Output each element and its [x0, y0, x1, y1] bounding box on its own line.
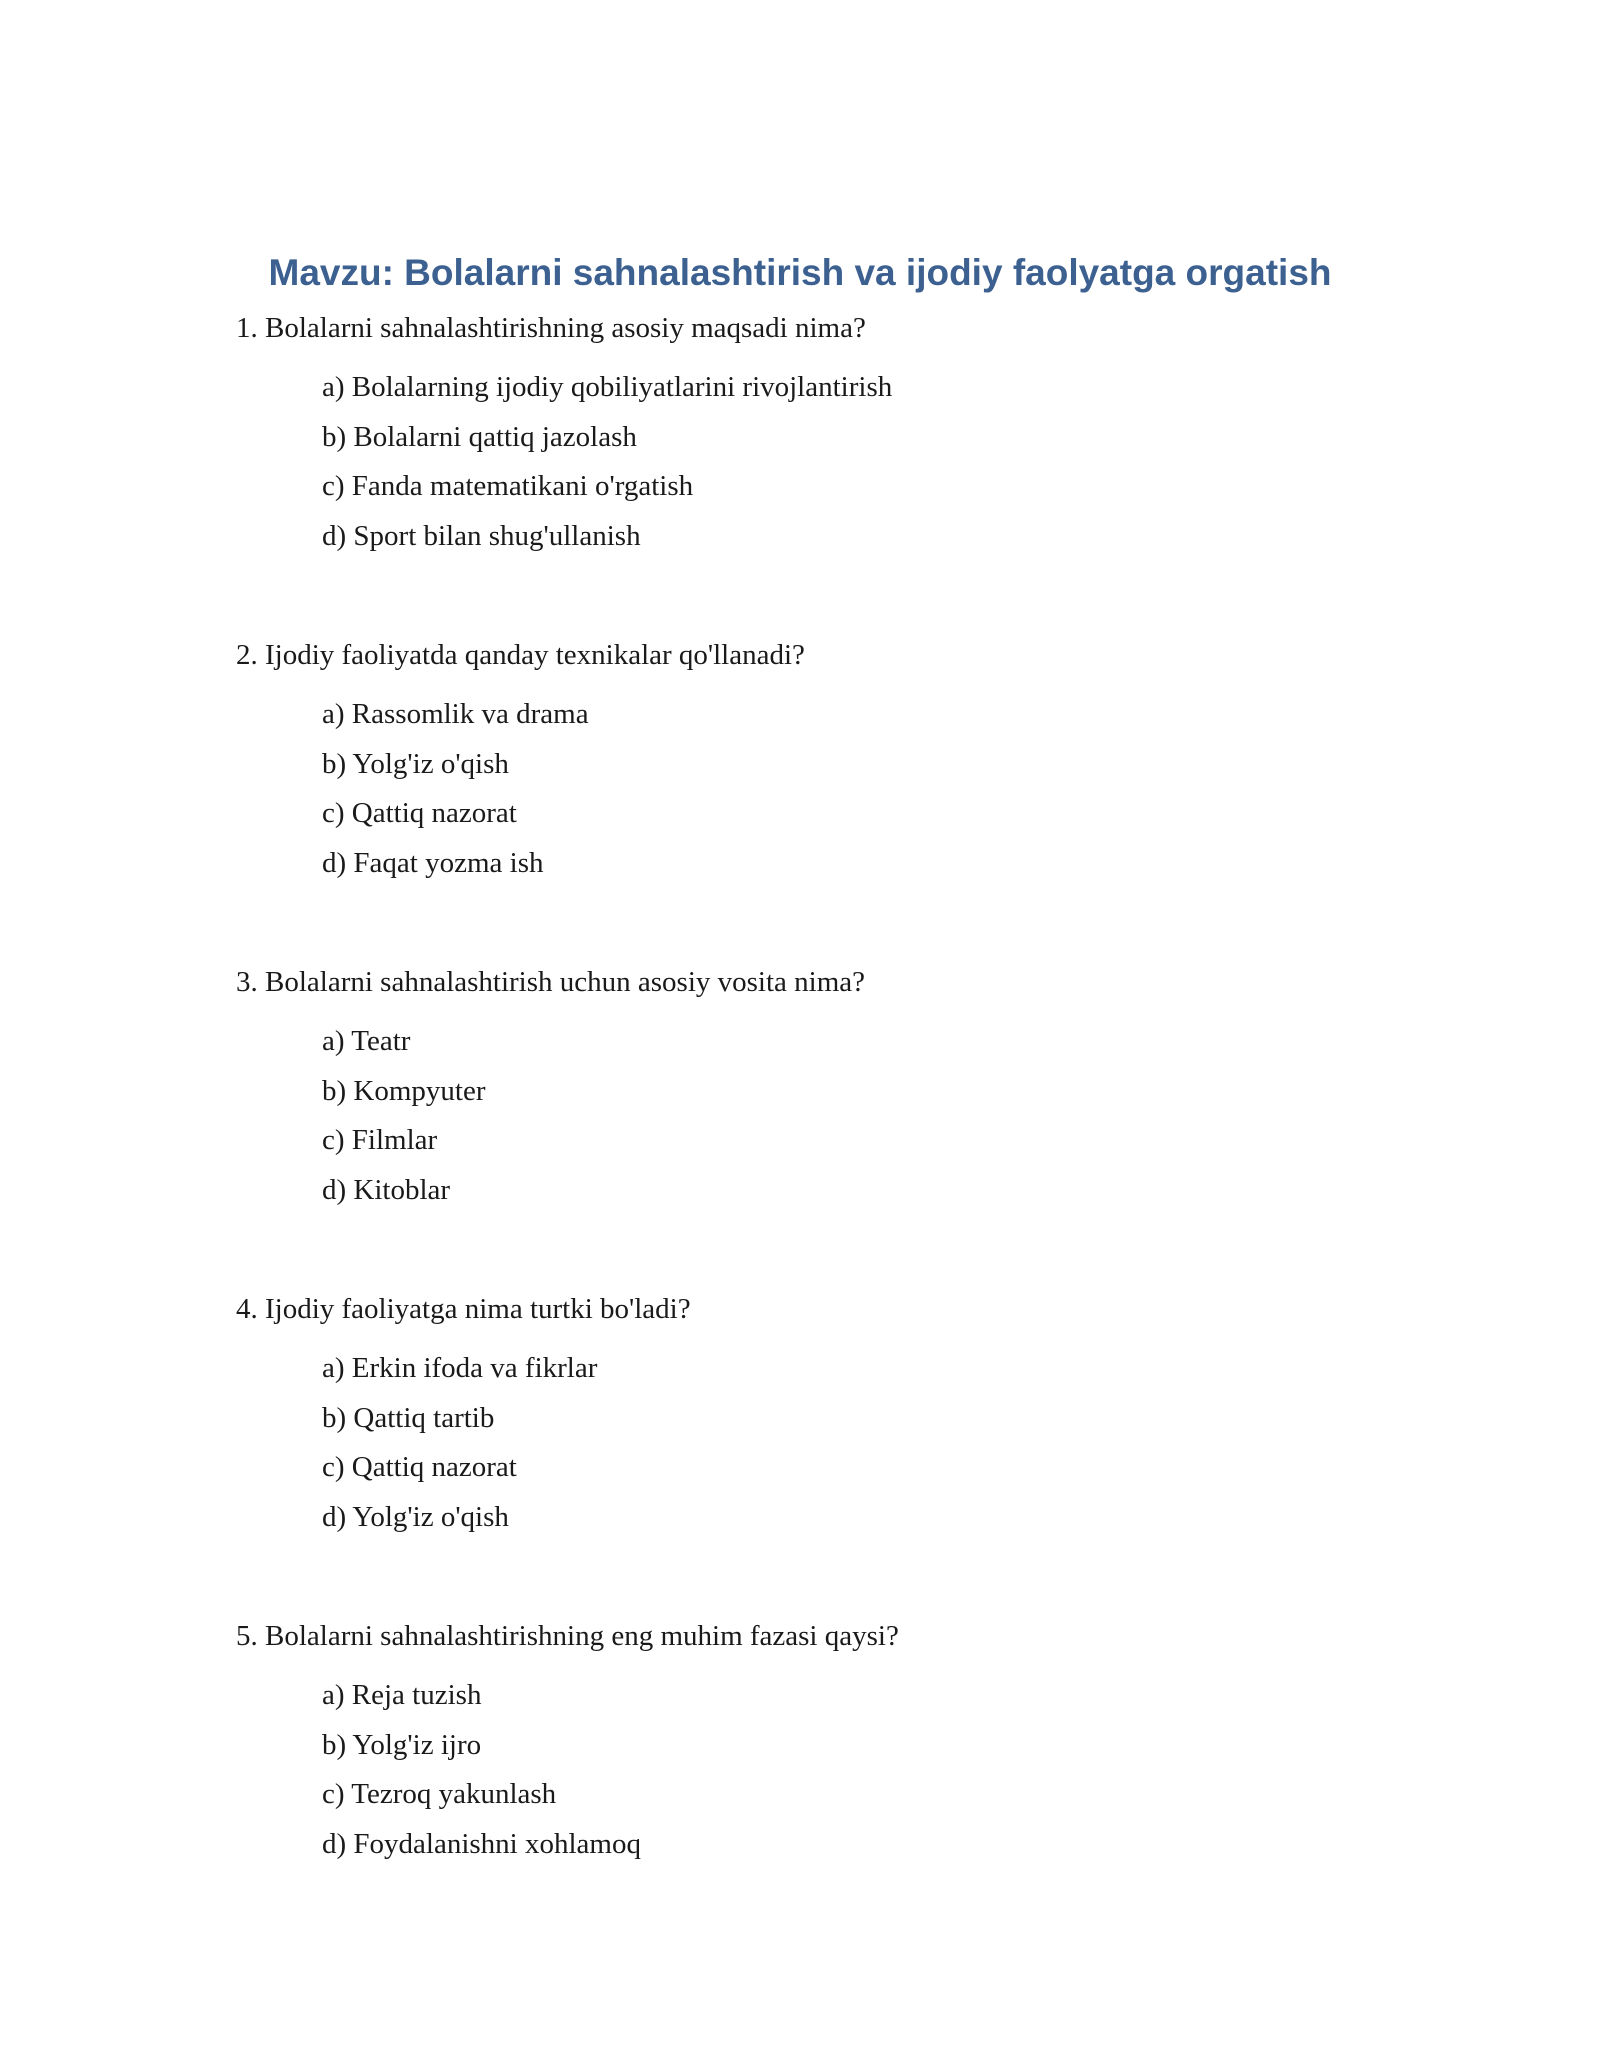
option-b: b) Yolg'iz o'qish	[322, 747, 509, 780]
option-list	[322, 1344, 1436, 1542]
option-c: c) Fanda matematikani o'rgatish	[322, 470, 694, 502]
option-b: b) Qattiq tartib	[322, 1401, 495, 1434]
question-text: 1. Bolalarni sahnalashtirishning asosiy maqsadi nima?	[236, 312, 866, 344]
option-b: b) Kompyuter	[322, 1074, 486, 1107]
option-list	[322, 1017, 1436, 1215]
option-list	[322, 690, 1436, 888]
option-a: a) Erkin ifoda va fikrlar	[322, 1352, 598, 1384]
document-title: Mavzu: Bolalarni sahnalashtirish va ijodiy faolyatga orgatish	[268, 252, 1332, 293]
option-d: d) Faqat yozma ish	[322, 846, 544, 879]
question-block-4	[236, 1286, 1436, 1542]
question-text: 3. Bolalarni sahnalashtirish uchun asosiy vosita nima?	[236, 966, 866, 998]
option-b: b) Bolalarni qattiq jazolash	[322, 420, 637, 453]
option-d: d) Foydalanishni xohlamoq	[322, 1827, 641, 1860]
option-list	[322, 1671, 1436, 1869]
option-c: c) Qattiq nazorat	[322, 1451, 517, 1483]
option-a: a) Bolalarning ijodiy qobiliyatlarini rivojlantirish	[322, 371, 893, 403]
option-b: b) Yolg'iz ijro	[322, 1728, 482, 1761]
option-a: a) Teatr	[322, 1025, 411, 1057]
question-text: 5. Bolalarni sahnalashtirishning eng muhim fazasi qaysi?	[236, 1620, 899, 1652]
question-text: 4. Ijodiy faoliyatga nima turtki bo'ladi?	[236, 1293, 691, 1325]
option-list	[322, 363, 1436, 561]
quiz-list	[236, 305, 1436, 1940]
option-d: d) Yolg'iz o'qish	[322, 1500, 509, 1533]
question-block-1	[236, 305, 1436, 561]
option-d: d) Sport bilan shug'ullanish	[322, 519, 641, 552]
question-block-3	[236, 959, 1436, 1215]
option-a: a) Rassomlik va drama	[322, 698, 589, 730]
option-c: c) Tezroq yakunlash	[322, 1778, 557, 1810]
question-block-2	[236, 632, 1436, 888]
question-text: 2. Ijodiy faoliyatda qanday texnikalar qo'llanadi?	[236, 639, 805, 671]
option-a: a) Reja tuzish	[322, 1679, 482, 1711]
option-c: c) Qattiq nazorat	[322, 797, 517, 829]
option-c: c) Filmlar	[322, 1124, 438, 1156]
option-d: d) Kitoblar	[322, 1173, 451, 1206]
question-block-5	[236, 1613, 1436, 1869]
